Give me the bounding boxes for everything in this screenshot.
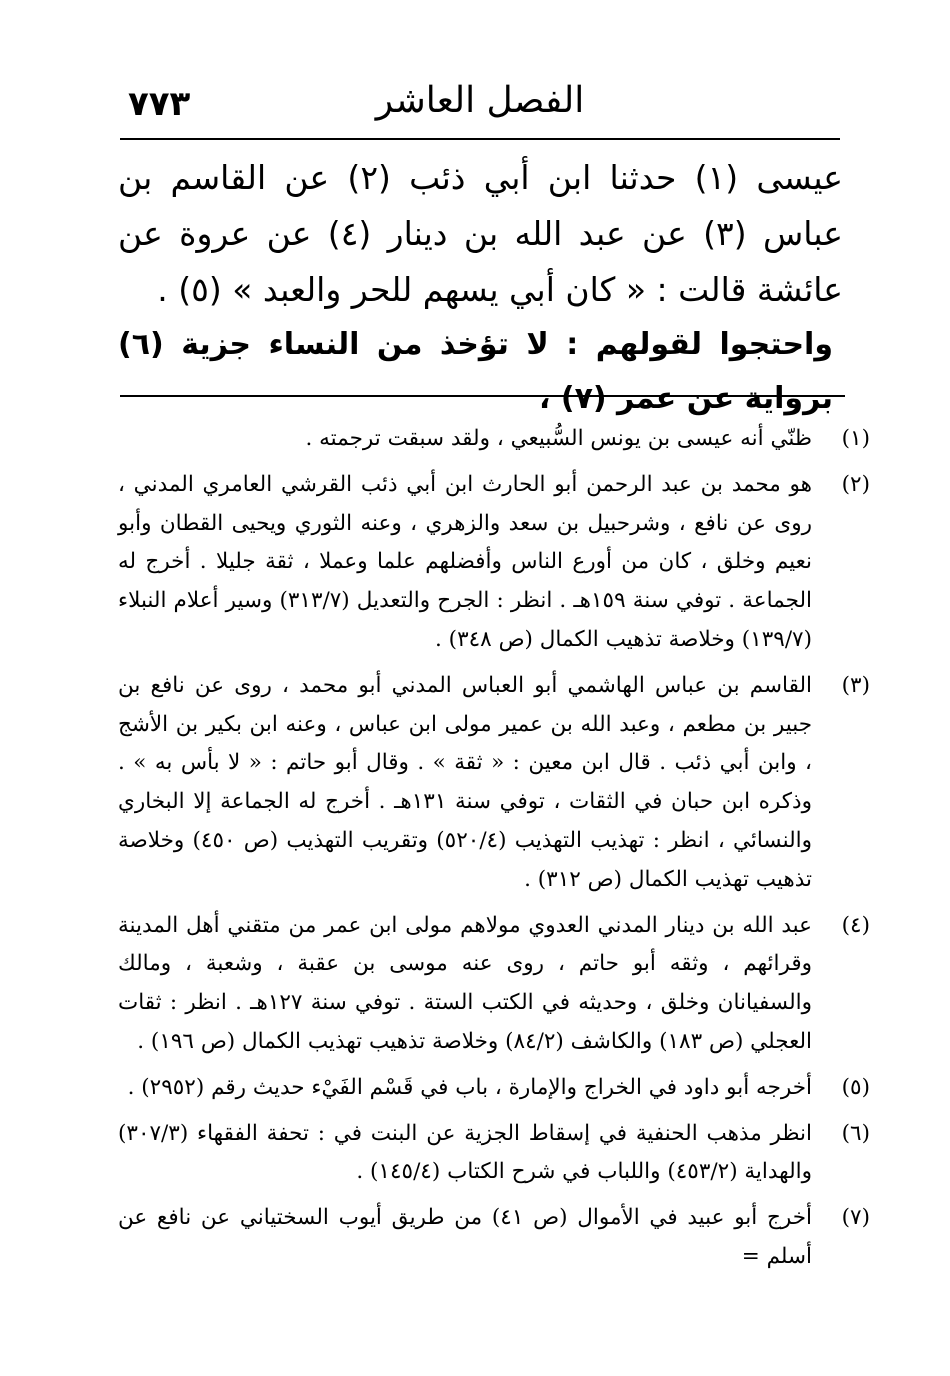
footnote-separator bbox=[120, 395, 845, 397]
footnote-text: ظنّي أنه عيسى بن يونس السُّبيعي ، ولقد سبقت ترجمته . bbox=[305, 426, 812, 451]
main-paragraph-bold: واحتجوا لقولهم : لا تؤخذ من النساء جزية (٦) برواية عن عمر (٧) ، bbox=[118, 327, 833, 416]
footnote-text: أخرج أبو عبيد في الأموال (ص ٤١) من طريق أيوب السختياني عن نافع عن أسلم = bbox=[118, 1205, 812, 1269]
footnote-text: عبد الله بن دينار المدني العدوي مولاهم مولى ابن عمر من متقني أهل المدينة وقرائهم ، وثقه أبو حاتم ، روى عنه موسى بن عقبة ، وشعبة ، ومالك والسفيانان وخلق ، وحديثه في الكتب الستة . توفي سنة ١٢٧هـ . انظر : ثقات العجلي (ص ١٨٣) والكاشف (٨٤/٢) وخلاصة تذهيب تهذيب الكمال (ص ١٩٦) . bbox=[118, 912, 812, 1054]
footnote-number: (٤) bbox=[841, 912, 870, 938]
footnote-text: أخرجه أبو داود في الخراج والإمارة ، باب في قَسْم الفَيْء حديث رقم (٢٩٥٢) . bbox=[127, 1074, 812, 1100]
page-number: ٧٧٣ bbox=[128, 84, 191, 124]
footnote-number: (٦) bbox=[841, 1120, 870, 1146]
footnote-number: (٥) bbox=[841, 1074, 870, 1100]
footnote bbox=[118, 667, 870, 900]
main-paragraph: عيسى (١) حدثنا ابن أبي ذئب (٢) عن القاسم بن عباس (٣) عن عبد الله بن دينار (٤) عن عروة عن عائشة قالت : « كان أبي يسهم للحر والعبد » (٥) . bbox=[118, 158, 843, 309]
footnote bbox=[118, 1069, 870, 1108]
footnote-text: هو محمد بن عبد الرحمن أبو الحارث ابن أبي ذئب القرشي العامري المدني ، روى عن نافع ، وشرحبيل بن سعد والزهري ، وعنه الثوري ويحيى القطان وأبو نعيم وخلق ، كان من أورع الناس وأفضلهم علما وعملا ، ثقة جليلا . أخرج له الجماعة . توفي سنة ١٥٩هـ . انظر : الجرح والتعديل (٣١٣/٧) وسير أعلام النبلاء (١٣٩/٧) وخلاصة تذهيب الكمال (ص ٣٤٨) . bbox=[118, 471, 812, 652]
footnote-number: (١) bbox=[841, 426, 870, 451]
footnote bbox=[118, 1115, 870, 1193]
footnotes bbox=[118, 420, 870, 1284]
chapter-title: الفصل العاشر bbox=[375, 80, 585, 121]
footnote-text: انظر مذهب الحنفية في إسقاط الجزية عن البنت في : تحفة الفقهاء (٣٠٧/٣) والهداية (٤٥٣/٢) واللباب في شرح الكتاب (١٤٥/٤) . bbox=[118, 1120, 812, 1185]
footnote bbox=[118, 466, 870, 660]
footnote-text: القاسم بن عباس الهاشمي أبو العباس المدني أبو محمد ، روى عن نافع بن جبير بن مطعم ، وعبد الله بن عمير مولى ابن عباس ، وعنه ابن بكير بن الأشج ، وابن أبي ذئب . قال ابن معين : « ثقة » . وقال أبو حاتم : « لا بأس به » . وذكره ابن حبان في الثقات ، توفي سنة ١٣١هـ . أخرج له الجماعة إلا البخاري والنسائي ، انظر : تهذيب التهذيب (٥٢٠/٤) وتقريب التهذيب (ص ٤٥٠) وخلاصة تذهيب تهذيب الكمال (ص ٣١٢) . bbox=[118, 672, 812, 892]
footnote bbox=[118, 420, 870, 459]
main-text bbox=[118, 150, 843, 426]
footnote-number: (٧) bbox=[841, 1205, 870, 1231]
footnote-number: (٢) bbox=[841, 471, 870, 497]
footnote bbox=[118, 1199, 870, 1277]
footnote bbox=[118, 907, 870, 1062]
page-header bbox=[120, 78, 840, 140]
footnote-number: (٣) bbox=[841, 672, 870, 698]
